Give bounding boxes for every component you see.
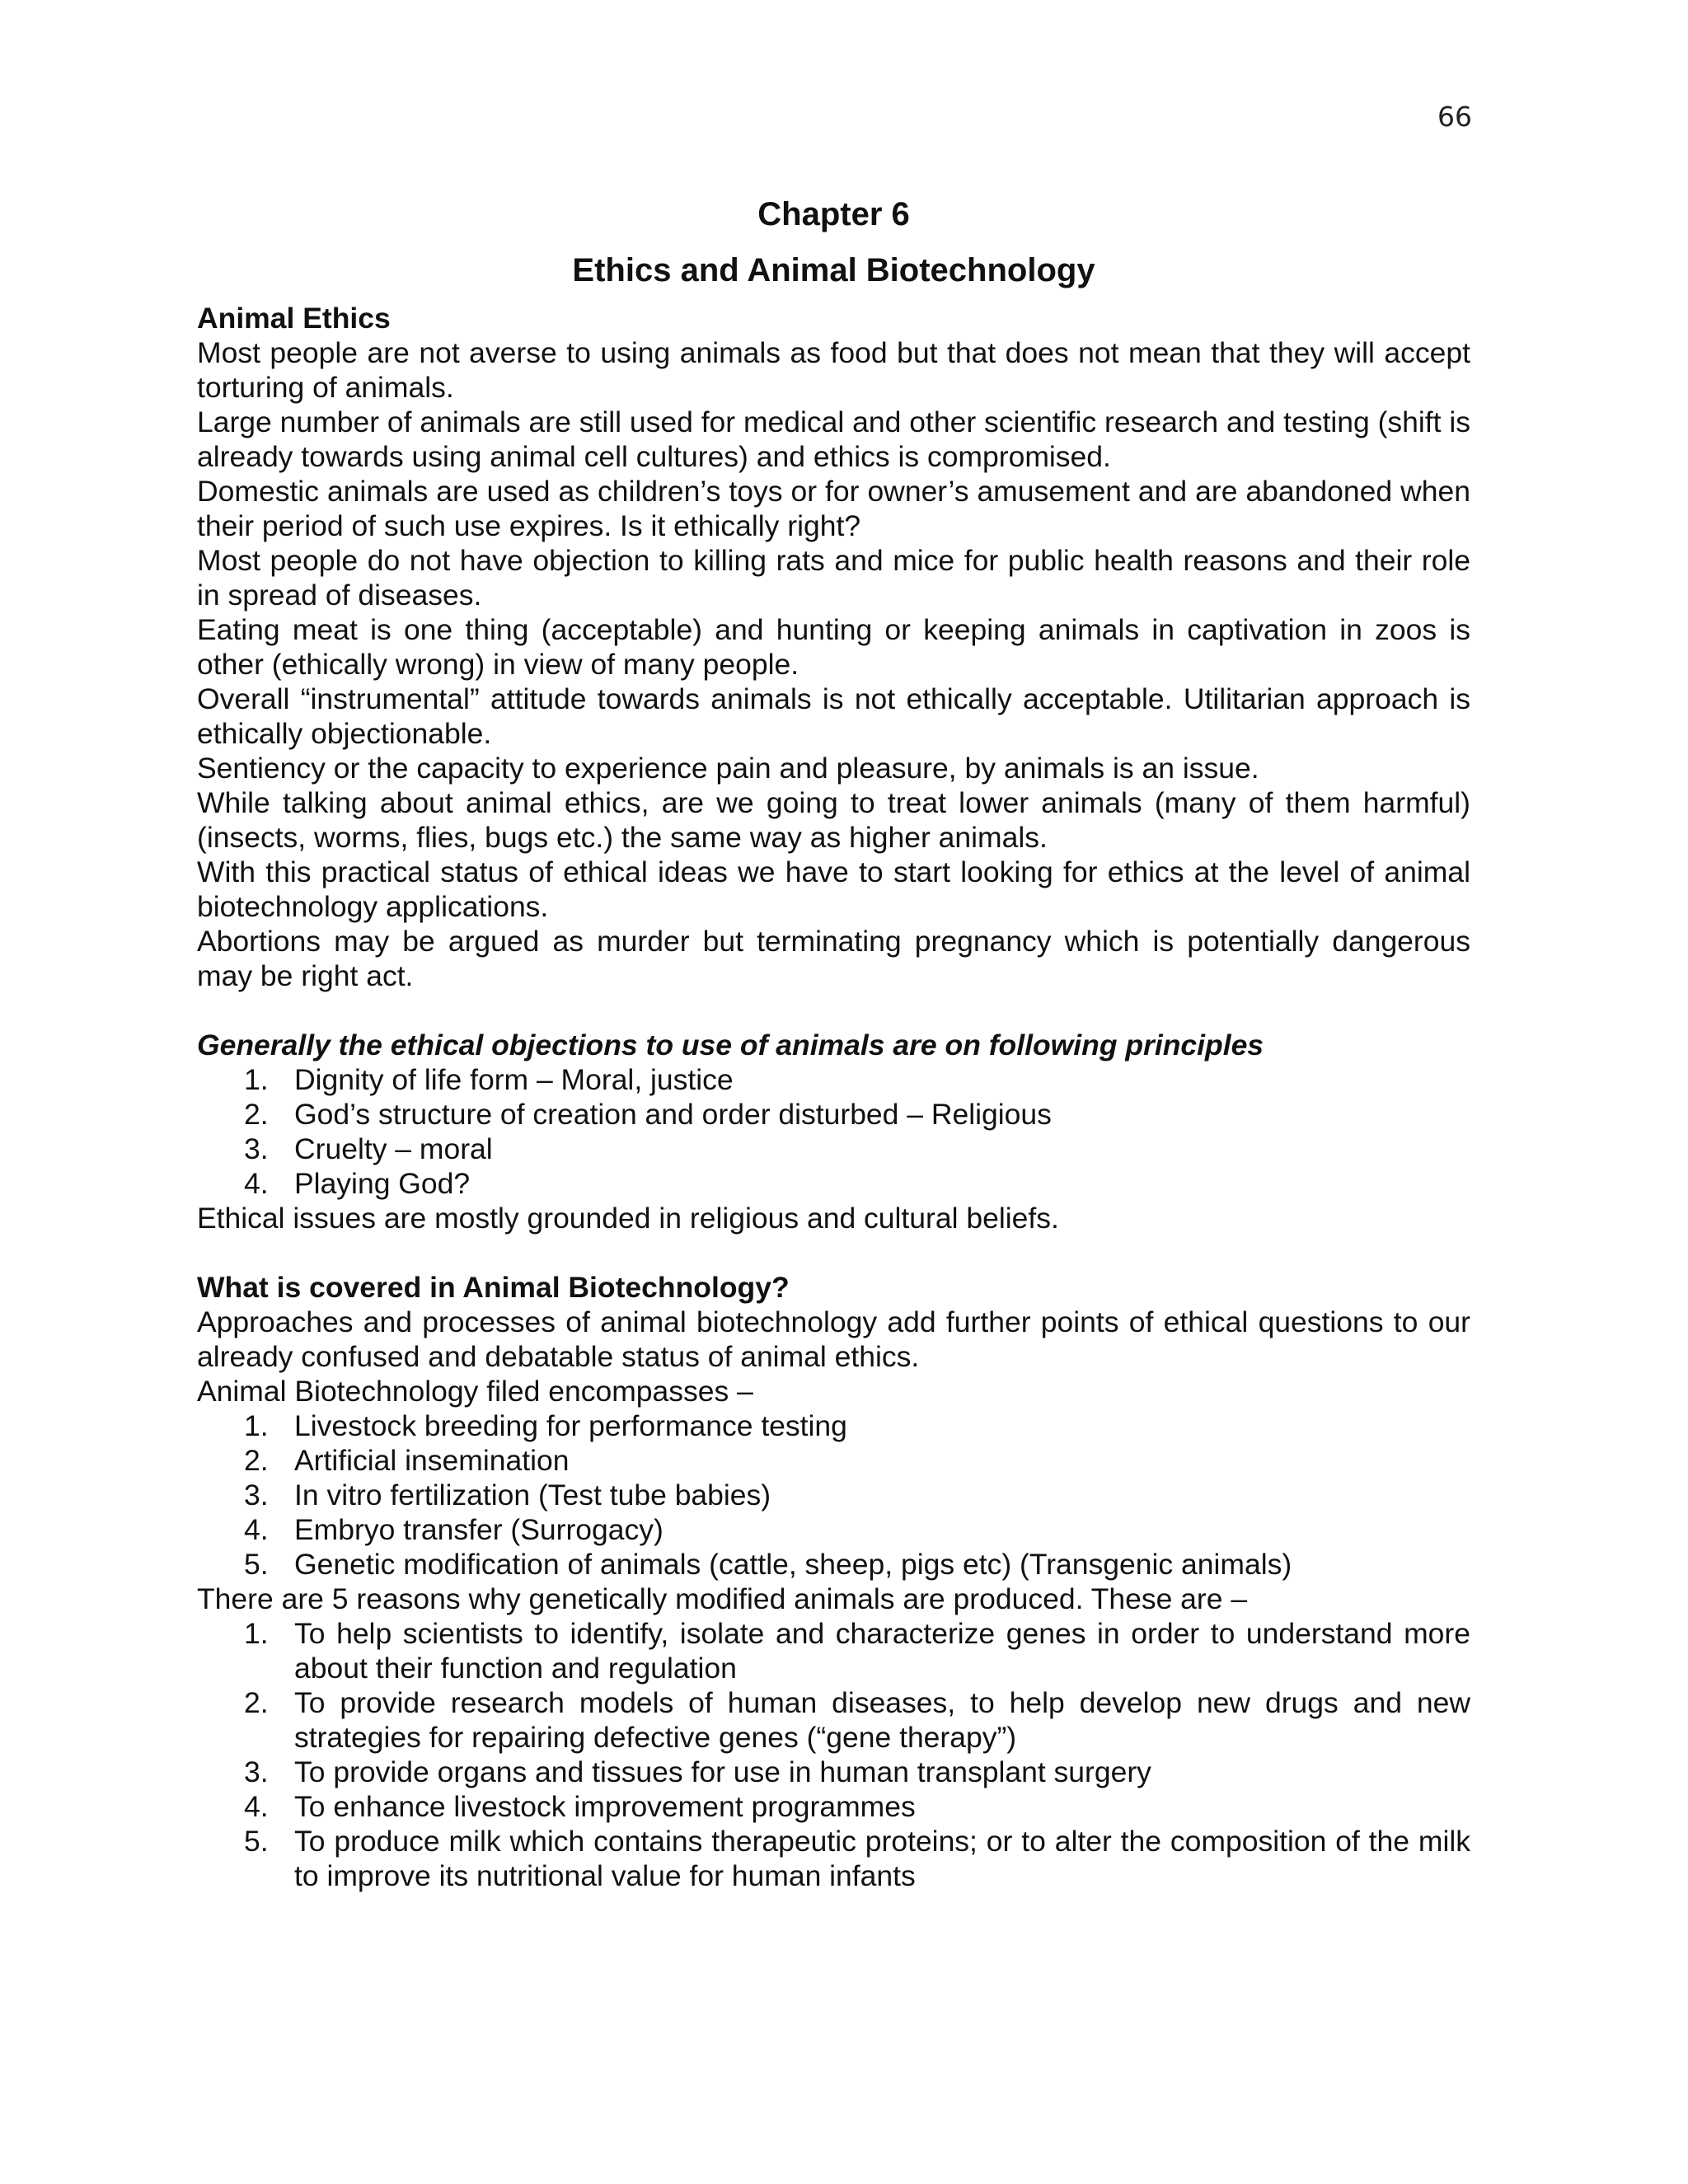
list-number: 2. [244,1444,269,1477]
list-text: Embryo transfer (Surrogacy) [294,1513,663,1546]
list-number: 2. [244,1686,269,1719]
reasons-intro: There are 5 reasons why genetically modified animals are produced. These are – [197,1582,1248,1615]
list-text: Genetic modification of animals (cattle, sheep, pigs etc) (Transgenic animals) [294,1548,1292,1581]
principles-footer: Ethical issues are mostly grounded in religious and cultural beliefs. [197,1202,1059,1235]
field-intro: Animal Biotechnology filed encompasses – [197,1375,753,1408]
list-number: 1. [244,1617,269,1650]
coverage-intro: Approaches and processes of animal biotechnology add further points of ethical questions to our already confused and debatable status of animal ethics. [197,1305,1470,1373]
list-item [197,1097,1470,1132]
list-number: 5. [244,1548,269,1581]
list-item [197,1512,1470,1547]
list-number: 4. [244,1513,269,1546]
paragraph: While talking about animal ethics, are we going to treat lower animals (many of them harmful) (insects, worms, flies, bugs etc.) the same way as higher animals. [197,786,1470,854]
list-number: 4. [244,1790,269,1823]
paragraph: Overall “instrumental” attitude towards animals is not ethically acceptable. Utilitarian approach is ethically objectionable. [197,682,1470,750]
principles-list [197,1062,1470,1201]
animal-ethics-heading: Animal Ethics [197,302,391,335]
paragraph: Eating meat is one thing (acceptable) and hunting or keeping animals in captivation in zoos is other (ethically wrong) in view of many people. [197,613,1470,681]
list-text: God’s structure of creation and order disturbed – Religious [294,1098,1052,1131]
list-text: To enhance livestock improvement programmes [294,1790,916,1823]
list-item [197,1478,1470,1512]
spacer [197,1235,1470,1270]
list-number: 5. [244,1825,269,1858]
list-text: To help scientists to identify, isolate and characterize genes in order to understand more about their function and regulation [294,1617,1470,1685]
paragraph: Most people are not averse to using animals as food but that does not mean that they will accept torturing of animals. [197,336,1470,404]
page-content [197,194,1470,1893]
list-item [197,1132,1470,1166]
paragraph: Domestic animals are used as children’s toys or for owner’s amusement and are abandoned when their period of such use expires. Is it ethically right? [197,475,1470,542]
paragraph: Sentiency or the capacity to experience pain and pleasure, by animals is an issue. [197,752,1259,785]
paragraph: Most people do not have objection to killing rats and mice for public health reasons and their role in spread of diseases. [197,544,1470,612]
principles-heading: Generally the ethical objections to use of animals are on following principles [197,1029,1264,1062]
list-item [197,1166,1470,1201]
list-text: Artificial insemination [294,1444,570,1477]
list-text: Livestock breeding for performance testing [294,1409,847,1442]
list-text: To provide organs and tissues for use in human transplant surgery [294,1755,1151,1788]
paragraph: With this practical status of ethical ideas we have to start looking for ethics at the level of animal biotechnology applications. [197,855,1470,923]
list-item [197,1685,1470,1755]
list-text: Playing God? [294,1167,471,1200]
list-text: Dignity of life form – Moral, justice [294,1063,734,1096]
list-number: 3. [244,1755,269,1788]
spacer [197,993,1470,1028]
list-number: 2. [244,1098,269,1131]
coverage-heading: What is covered in Animal Biotechnology? [197,1271,790,1304]
list-text: To produce milk which contains therapeutic proteins; or to alter the composition of the milk to improve its nutritional value for human infants [294,1825,1470,1892]
list-item [197,1443,1470,1478]
list-item [197,1408,1470,1443]
page-number: 66 [1437,101,1472,133]
list-item [197,1547,1470,1582]
field-list [197,1408,1470,1582]
list-number: 1. [244,1409,269,1442]
list-number: 3. [244,1132,269,1165]
chapter-title: Chapter 6 [757,196,910,232]
list-item [197,1616,1470,1685]
list-item [197,1824,1470,1893]
paragraph: Large number of animals are still used for medical and other scientific research and testing (shift is already towards using animal cell cultures) and ethics is compromised. [197,405,1470,473]
list-text: Cruelty – moral [294,1132,493,1165]
list-text: To provide research models of human diseases, to help develop new drugs and new strategies for repairing defective genes (“gene therapy”) [294,1686,1470,1754]
list-number: 4. [244,1167,269,1200]
list-item [197,1062,1470,1097]
list-text: In vitro fertilization (Test tube babies) [294,1479,771,1511]
paragraph: Abortions may be argued as murder but terminating pregnancy which is potentially dangerous may be right act. [197,925,1470,992]
list-item [197,1789,1470,1824]
chapter-subtitle: Ethics and Animal Biotechnology [572,252,1095,288]
reasons-list [197,1616,1470,1893]
list-number: 3. [244,1479,269,1511]
list-number: 1. [244,1063,269,1096]
list-item [197,1755,1470,1789]
